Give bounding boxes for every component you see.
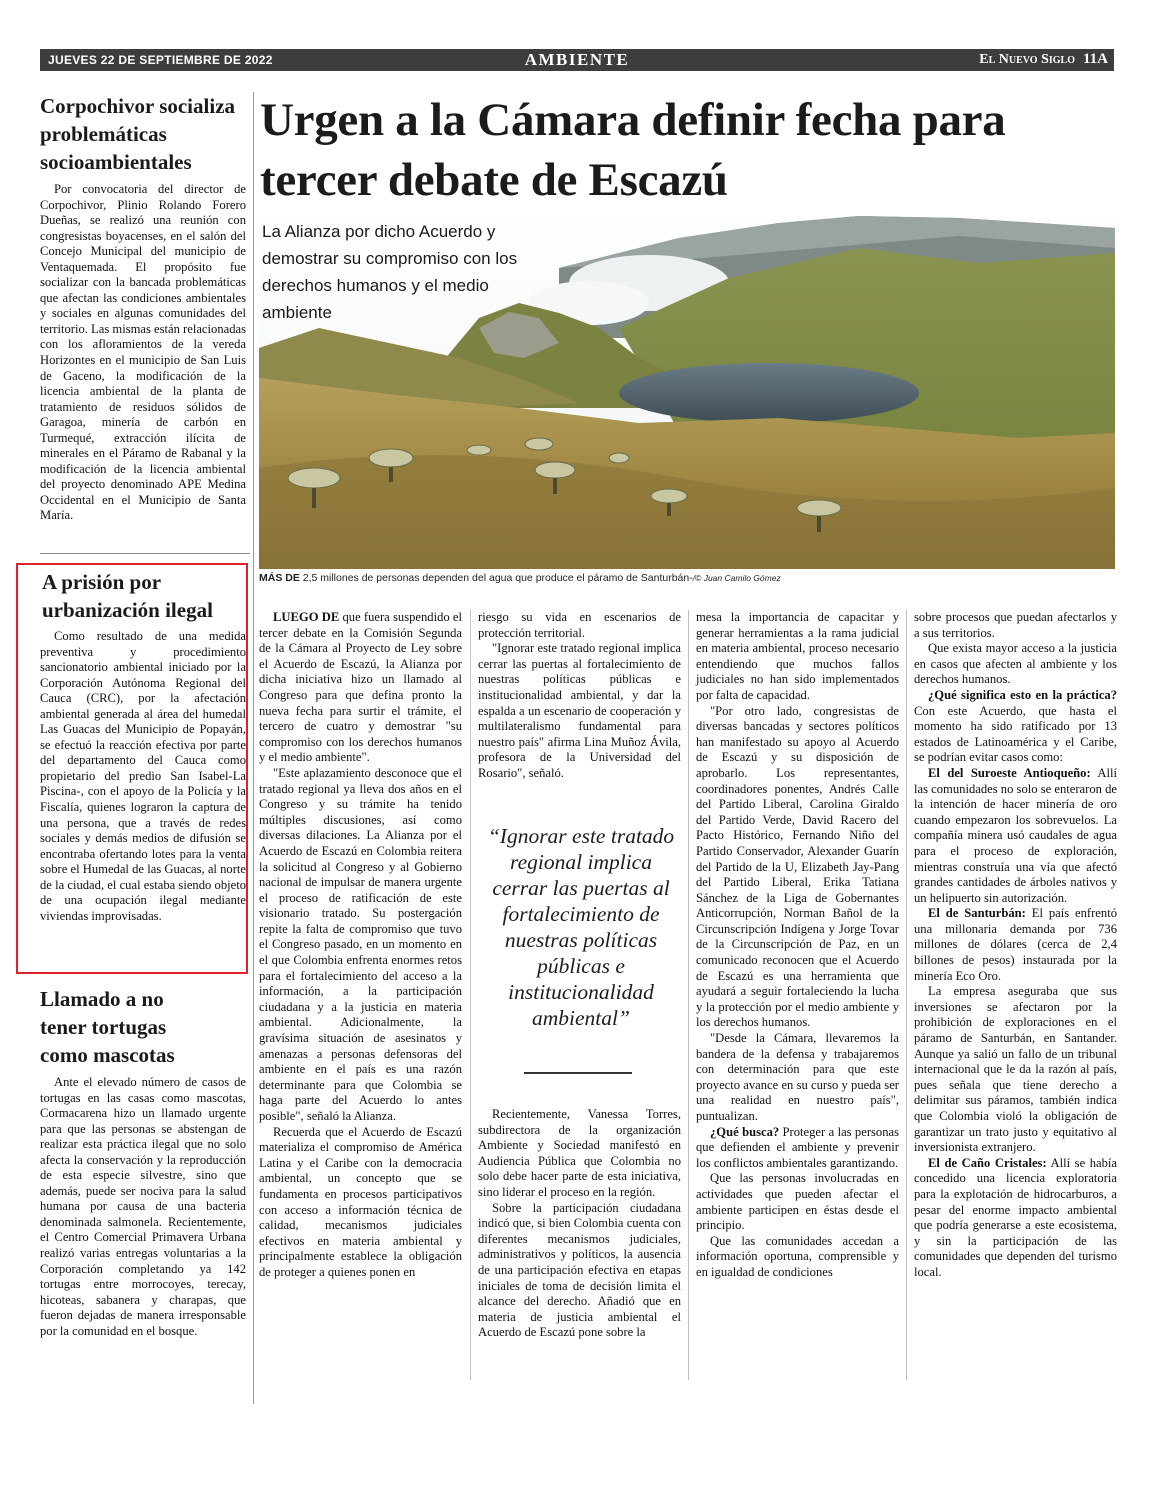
sidebar-story-body: Por convocatoria del director de Corpochivor, Plinio Rolando Forero Dueñas, se realizó una reunión con congresistas boyacenses, en el salón del Concejo Municipal del municipio de Ventaquemada. El propósito fue socializar con la bancada problemáticas que afectan las condiciones ambientales y sociales en algunas comunidades del territorio. Las mismas están relacionadas con los afloramientos de la vereda Horizontes en el municipio de San Luis de Gaceno, la modificación de la licencia ambiental de la planta de tratamiento de residuos sólidos de Garagoa, minería de carbón en Turmequé, extracción ilícita de minerales en el Páramo de Rabanal y la modificación de la licencia ambiental del proyecto denominado APE Medina Occidental en el Municipio de Santa María. [40,182,246,523]
caption-credit: /© Juan Camilo Gómez [692,573,781,583]
article-paragraph: ¿Qué significa esto en la práctica? Con este Acuerdo, que hasta el momento ha sido ratificado por 13 estados de Latinoamérica y el Caribe, se podrían evitar casos como: [914,687,1117,765]
article-paragraph: Que las comunidades accedan a información oportuna, comprensible y en igualdad de condiciones [696,1233,899,1279]
article-paragraph: El de Caño Cristales: Allí se había concedido una licencia exploratoria para la explotación de hidrocarburos, a pesar del enorme impacto ambiental que podría generarse a este ecosistema, y sin la participación de las comunidades que dependen del turismo local. [914,1155,1117,1279]
subhead-santurban: El de Santurbán: [928,906,1026,921]
sidebar-story-title: A prisión por urbanización ilegal [42,570,213,622]
article-paragraph: El del Suroeste Antioqueño: Allí las comunidades no solo se enteraron de la intención de hacer minería de oro cuando empezaron los sobrevuelos. La compañía minera usó caudales de agua para el proceso de exploración, mientras construía una vía que afectó grandes cantidades de árboles nativos y un helipuerto sin autorización. [914,765,1118,905]
masthead-bar [40,49,1114,71]
masthead-section: AMBIENTE [524,50,630,69]
article-paragraph: LUEGO DE que fuera suspendido el tercer debate en la Comisión Segunda de la Cámara al Proyecto de Ley sobre el Acuerdo de Escazú, la Alianza por dicha iniciativa hizo un llamado al Congreso para que defina pronto la nueva fecha para surtir el trámite, el tercero de cuatro y demostrar "su compromiso con los derechos humanos y el medio ambiente". [259,610,462,765]
column-divider [470,610,471,1380]
article-paragraph: Que exista mayor acceso a la justicia en casos que afecten al ambiente y los derechos humanos. [914,641,1117,687]
masthead-right [979,51,1108,68]
article-paragraph: Recientemente, Vanessa Torres, subdirectora de la organización Ambiente y Sociedad manifestó en Audiencia Pública que Colombia no solo debe hacer parte de esta iniciativa, sino liderar el proceso en la región. [478,1107,681,1199]
pull-quote: “Ignorar este tratado regional implica cerrar las puertas al fortalecimiento de nuestras políticas públicas e institucionalidad ambiental” [487,824,675,1030]
column-divider [688,610,689,1380]
article-headline: Urgen a la Cámara definir fecha para tercer debate de Escazú [260,94,1006,206]
article-paragraph: "Desde la Cámara, llevaremos la bandera de la defensa y trabajaremos con determinación para que este proyecto avance en su curso y pueda ser una realidad en nuestro país", puntualizan. [696,1031,899,1123]
sidebar-story-body: Ante el elevado número de casos de tortugas en las casas como mascotas, Cormacarena hizo un llamado urgente para que las personas se abstengan de realizar esta práctica ilegal que no solo afecta la conservación y la reproducción de esta especie silvestre, sino que además, puede ser nociva para la salud humana por causa de una bacteria denominada salmonela. Recientemente, el Centro Comercial Primavera Urbana realizó varias entregas voluntarias a la Corporación completando ya 142 tortugas entre morrocoyes, terecay, hicoteas, sabanera y charapas, que fueron dejadas de manera irresponsable por la comunidad en el bosque. [40,1075,246,1338]
highlight-box [16,563,248,974]
article-column-2-lower [478,1107,681,1341]
article-paragraph: Que las personas involucradas en actividades que pueden afectar el ambiente participen en éstas desde el principio. [696,1171,899,1233]
article-paragraph: ¿Qué busca? Proteger a las personas que defienden el ambiente y prevenir los conflictos ambientales garantizando. [696,1124,899,1170]
sidebar-story-title: Corpochivor socializa problemáticas socioambientales [40,94,236,174]
caption-text: 2,5 millones de personas dependen del agua que produce el páramo de Santurbán- [299,572,693,584]
article-column-1 [259,610,462,1281]
article-paragraph: Sobre la participación ciudadana indicó que, si bien Colombia cuenta con diferentes mecanismos judiciales, administrativos y políticos, la ausencia de una participación efectiva en etapas iniciales de toma de decisión limita el alcance del derecho. Añadió que en materia de justicia ambiental el Acuerdo de Escazú pone sobre la [478,1200,681,1340]
subhead-que-significa: ¿Qué significa esto en la práctica? [928,687,1117,702]
article-paragraph: riesgo su vida en escenarios de protección territorial. [478,610,681,640]
masthead-date: JUEVES 22 DE SEPTIEMBRE DE 2022 [48,53,273,67]
sidebar-story-body: Como resultado de una medida preventiva y procedimiento sancionatorio ambiental iniciado por la Corporación Autónoma Regional del Cauca (CRC), por la afectación ambiental generada al área del humedal Las Guacas del Municipio de Popayán, se efectuó la reacción efectiva por parte del departamento del Cauca como propietario del predio San Isabel-La Piscina-, con el apoyo de la Policía y la Fiscalía, quienes lograron la captura de una persona, que a través de redes sociales y demás medios de difusión se encontraba ofertando lotes para la venta sobre el Humedal de las Guacas, al norte de la ciudad, el cual estaba siendo objeto de una ocupación ilegal mediante viviendas improvisadas. [40,629,246,923]
article-paragraph: El de Santurbán: El país enfrentó una millonaria demanda por 736 millones de dólares (cerca de 2,4 billones de pesos) instaurada por la minería Eco Oro. [914,906,1117,983]
article-lead-in: LUEGO DE [273,610,340,624]
article-column-4 [914,610,1117,1281]
sidebar-story-corpochivor [40,92,246,524]
masthead-paper-name: El Nuevo Siglo [979,52,1075,67]
subhead-suroeste: El del Suroeste Antioqueño: [928,765,1091,780]
subhead-que-busca: ¿Qué busca? [710,1124,780,1139]
subhead-cano-cristales: El de Caño Cristales: [928,1155,1047,1170]
article-paragraph: La empresa aseguraba que sus inversiones se afectaron por la prohibición de exploraciones en el páramo de Santurbán, en Santander. Aunque ya salió un fallo de un tribunal internacional que le da la razón al país, pues señala que tiene derecho a delimitar sus páramos, también indica que Colombia violó la obligación de garantizar un trato justo y equitativo al inversionista extranjero. [914,984,1117,1155]
article-paragraph: "Por otro lado, congresistas de diversas bancadas y sectores políticos han manifestado su apoyo al Acuerdo de Escazú y su disposición de aprobarlo. Los representantes, coordinadores ponentes, Andrés Calle del Partido Liberal, Carolina Giraldo del Partido Verde, David Racero del Pacto Histórico, Fernando Niño del Partido Conservador, Alexander Guarín del Partido de la U, Elizabeth Jay-Pang del Partido Liberal, Erika Tatiana Sánchez de la Liga de Gobernantes Anticorrupción, Norman Bañol de la Circunscripción Indígena y Jorge Tovar de la Circunscripción de Paz, en un comunicado reconocen que el Acuerdo de Escazú es una herramienta que ayudará a seguir fortaleciendo la lucha y la protección por el medio ambiente y los derechos humanos. [696,703,899,1030]
caption-lead: MÁS DE [259,572,300,584]
column-divider [253,92,254,1404]
sidebar-story-tortugas [40,985,246,1339]
masthead-page-number: 11A [1082,51,1108,67]
sidebar-story-title: Llamado a no tener tortugas como mascotas [40,987,175,1067]
article-column-2 [478,610,681,782]
article-paragraph: mesa la importancia de capacitar y generar herramientas a la rama judicial en materia ambiental, proceso necesario entendiendo que muchos fallos judiciales no han sido implementados por falta de capacidad. [696,610,899,702]
pull-quote-rule [524,1072,632,1074]
column-divider [906,610,907,1380]
article-paragraph: sobre procesos que puedan afectarlos y a sus territorios. [914,610,1117,640]
article-paragraph: Recuerda que el Acuerdo de Escazú materializa el compromiso de América Latina y el Caribe con la democracia ambiental, un concepto que se fundamenta en procesos participativos con acceso a información técnica de calidad, mecanismos judiciales efectivos en materia ambiental y principalmente establece la obligación de proteger a quienes ponen en [259,1124,462,1279]
photo-caption [259,572,1115,584]
article-paragraph: "Ignorar este tratado regional implica cerrar las puertas al fortalecimiento de nuestras políticas públicas e institucionalidad ambiental, y dar la espalda a un escenario de cooperación y multilateralismo fundamental para nuestro país" afirma Lina Muñoz Ávila, profesora de la Universidad del Rosario", señaló. [478,641,681,780]
sidebar-divider [40,553,250,554]
article-deck: La Alianza por dicho Acuerdo y demostrar su compromiso con los derechos humanos y el medio ambiente [262,222,518,322]
article-paragraph: "Este aplazamiento desconoce que el tratado regional ya lleva dos años en el Congreso y su trámite ha tenido múltiples discusiones, así como diversas dilaciones. La Alianza por el Acuerdo de Escazú en Colombia reitera la solicitud al Congreso y al Gobierno nacional de impulsar de manera urgente el proceso de ratificación de este visionario tratado. Su postergación repite la falta de compromiso que tuvo el Congreso pasado, en un momento en el que Colombia enfrenta enormes retos para el fortalecimiento del acceso a la información, a la participación ciudadana y a la justicia en materia ambiental. Adicionalmente, la gravísima situación de asesinatos y amenazas a personas defensoras del ambiente en el país es una razón determinante para que Colombia se haga parte del Acuerdo lo antes posible", señaló la Alianza. [259,765,462,1123]
article-column-3 [696,610,899,1281]
